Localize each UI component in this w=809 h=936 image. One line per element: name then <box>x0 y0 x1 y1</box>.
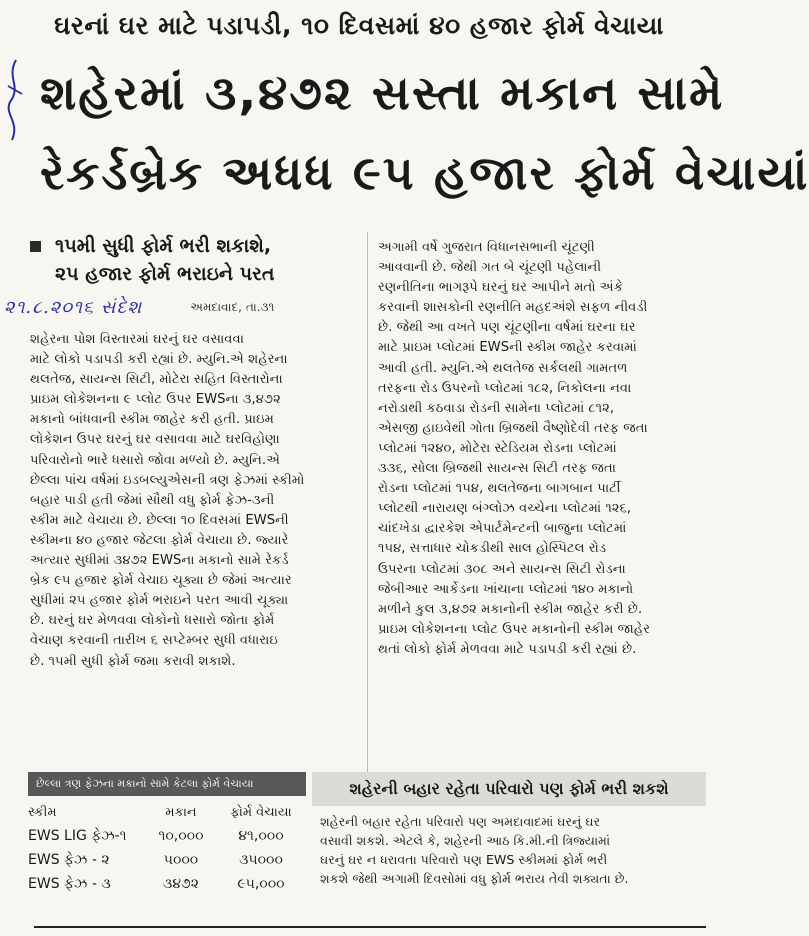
sidebar-line: વસાવી શકશે. એટલે કે, શહેરની આઠ કિ.મી.ની ત્રિજ્યામાં <box>320 833 611 848</box>
body-line: અત્યાર સુધીમાં ૩૪૭૨ EWSના મકાનો સામે રેકર્ડ <box>30 553 289 569</box>
bottom-rule <box>34 926 706 928</box>
sidebar-story <box>312 772 706 896</box>
body-line: સ્કીમના ૪૦ હજાર જેટલા ફોર્મ વેચાયા છે. જ્યારે <box>30 532 289 548</box>
body-line: મળીને કુલ ૩,૪૭૨ મકાનોની સ્કીમ જાહેર કરી છે. <box>378 601 643 617</box>
table-cell: ૯૫,૦૦૦ <box>237 876 285 892</box>
table-header-cell: ફોર્મ વેચાયા <box>230 804 292 820</box>
bullet-square-icon <box>30 241 41 252</box>
subheading-text-1: ૧૫મી સુધી ફોર્મ ભરી શકાશે, <box>55 235 272 257</box>
table-cell: ૪૧,૦૦૦ <box>238 828 284 844</box>
subheading-text-2: ૨૫ હજાર ફોર્મ ભરાઇને પરત <box>55 263 275 285</box>
sidebar-line: શહેરની બહાર રહેતા પરિવારો પણ અમદાવાદમાં ઘરનું ઘર <box>320 814 601 829</box>
body-line: માટે પ્રાઇમ પ્લોટમાં EWSની સ્કીમ જાહેર કરવામાં <box>378 340 637 356</box>
place-date-line: અમદાવાદ, તા.૩૧ <box>190 299 275 314</box>
body-line: જેબીઆર આર્કેડના ખાંચાના પ્લોટમાં ૧૪૦ મકાનો <box>378 581 634 597</box>
sidebar-line: ઘરનું ઘર ન ધરાવતા પરિવારો પણ EWS સ્કીમમાં ફોર્મ ભરી <box>320 852 608 867</box>
body-column-right <box>378 238 706 660</box>
table-cell: EWS ફેઝ - ૩ <box>28 876 111 892</box>
kicker-headline: ઘરનાં ઘર માટે પડાપડી, ૧૦ દિવસમાં ૪૦ હજાર ફોર્મ વેચાયા <box>54 11 664 40</box>
table-cell: ૫૦૦૦ <box>163 852 199 868</box>
body-line: પ્રાઇમ લોકેશનના પ્લોટ ઉપર મકાનોની સ્કીમ જાહેર <box>378 621 651 637</box>
body-line: છે. ૧૫મી સુધી ફોર્મ જમા કરાવી શકાશે. <box>30 653 236 669</box>
subheading-line-2 <box>30 260 360 288</box>
body-line: થલતેજ, સાયન્સ સિટી, મોટેરા સહિત વિસ્તારોના <box>30 372 283 388</box>
body-line: અગામી વર્ષે ગુજરાત વિધાનસભાની ચૂંટણી <box>378 240 595 255</box>
body-line: થતાં લોકો ફોર્મ મેળવવા માટે પડાપડી કરી રહ્યાં છે. <box>378 641 637 657</box>
body-line: મકાનો બાંધવાની સ્કીમ જાહેર કરી હતી. પ્રાઇમ <box>30 412 274 428</box>
body-line: ચાંદખેડા દ્વારકેશ એપાર્ટમેન્ટની બાજુના પ્લોટમાં <box>378 521 627 537</box>
table-cell: EWS ફેઝ - ૨ <box>28 852 110 868</box>
body-line: પ્લોટમાં ૧૨૪૦, મોટેરા સ્ટેડિયમ રોડના પ્લોટમાં <box>378 440 617 456</box>
main-headline-line-1: શહેરમાં ૩,૪૭૨ સસ્તા મકાન સામે <box>40 66 725 121</box>
handwritten-date-note: ૨૧.૮.૨૦૧૬ સંદેશ <box>4 296 143 318</box>
subheading-bullets <box>30 232 360 288</box>
body-line: પ્લોટથી નારાયણ બંગ્લોઝ વચ્ચેના પ્લોટમાં ૧૨૬, <box>378 501 632 517</box>
body-line: નરોડાથી કઠવાડા રોડની સામેના પ્લોટમાં ૮૧૨, <box>378 400 615 416</box>
table-cell: ૩૪૭૨ <box>163 876 199 892</box>
sidebar-heading: શહેરની બહાર રહેતા પરિવારો પણ ફોર્મ ભરી શકશે <box>312 772 706 806</box>
body-line: કરવાની શાસકોની રણનીતિ મહદઅંશે સફળ નીવડી <box>378 300 648 316</box>
body-line: શહેરના પોશ વિસ્તારમાં ઘરનું ઘર વસાવવા <box>30 332 244 347</box>
column-divider <box>367 232 368 780</box>
main-headline-line-2: રેકર્ડબ્રેક અધધ ૯૫ હજાર ફોર્મ વેચાયાં <box>40 146 809 201</box>
body-line: ઉપરના પ્લોટમાં ૩૦૮ અને સાયન્સ સિટી રોડના <box>378 561 626 577</box>
body-line: વેચાણ કરવાની તારીખ ૬ સપ્ટેમ્બર સુધી વધારાઇ <box>30 633 278 649</box>
table-row <box>28 824 306 848</box>
body-line: લોકેશન ઉપર ઘરનું ઘર વસાવવા માટે ઘરવિહોણા <box>30 432 280 448</box>
table-banner: છેલ્લા ત્રણ ફેઝના મકાનો સામે કેટલા ફોર્મ વેચાયા <box>28 772 306 796</box>
sidebar-line: શકશે જેથી અગામી દિવસોમાં વધુ ફોર્મ ભરાય તેવી શક્યતા છે. <box>320 871 629 886</box>
table-header-cell: મકાન <box>165 804 197 820</box>
body-line: ૩૩૬, સોલા બ્રિજથી સાયન્સ સિટી તરફ જતા <box>378 461 616 477</box>
body-line: આવવાની છે. જેથી ગત બે ચૂંટણી પહેલાની <box>378 260 602 276</box>
table-header-cell: સ્કીમ <box>28 804 57 820</box>
dateline <box>4 290 334 324</box>
body-line: એસજી હાઇવેથી ગોતા બ્રિજથી વૈષ્ણોદેવી તરફ જતા <box>378 420 648 436</box>
pen-annotation-mark <box>2 56 28 146</box>
table-header-row <box>28 800 306 824</box>
body-line: ૧૫૪, સત્તાધાર ચોકડીથી સાલ હોસ્પિટલ રોડ <box>378 541 607 557</box>
subheading-line-1 <box>30 232 360 260</box>
body-line: પ્રાઇમ લોકેશનના ૯ પ્લોટ ઉપર EWSના ૩,૪૭૨ <box>30 392 281 408</box>
body-line: માટે લોકો પડાપડી કરી રહ્યાં છે. મ્યુનિ.એ શહેરના <box>30 352 288 368</box>
forms-sold-table <box>28 772 306 896</box>
table-grid <box>28 800 306 896</box>
body-line: સુધીમાં ૨૫ હજાર ફોર્મ ભરાઇને પરત આવી ચૂક્યા <box>30 593 289 609</box>
body-line: છે. ઘરનું ઘર મેળવવા લોકોનો ધસારો જોતા ફોર્મ <box>30 613 275 629</box>
table-cell: ૧૦,૦૦૦ <box>158 828 204 844</box>
body-line: તરફના રોડ ઉપરનો પ્લોટમાં ૧૮૨, નિકોલના નવા <box>378 380 632 396</box>
body-line: રોડના પ્લોટમાં ૧૫૪, થલતેજના બાગબાન પાર્ટી <box>378 481 621 497</box>
table-cell: EWS LIG ફેઝ-૧ <box>28 828 127 844</box>
table-row <box>28 848 306 872</box>
body-line: રણનીતિના ભાગરૂપે ઘરનું ઘર આપીને મતો અંકે <box>378 280 624 296</box>
body-line: બહાર પાડી હતી જેમાં સૌથી વધુ ફોર્મ ફેઝ-૩ની <box>30 492 275 508</box>
table-cell: ૩૫૦૦૦ <box>239 852 283 868</box>
body-line: છે. જેથી આ વખતે પણ ચૂંટણીના વર્ષમાં ઘરના ઘર <box>378 320 636 336</box>
body-line: સ્કીમ માટે વેચાયા છે. છેલ્લા ૧૦ દિવસમાં EWSની <box>30 512 289 528</box>
body-line: બ્રેક ૯૫ હજાર ફોર્મ વેચાઇ ચૂક્યા છે જેમાં અત્યાર <box>30 573 292 589</box>
body-line: આવી હતી. મ્યુનિ.એ થલતેજ સર્કલથી ગામતળ <box>378 360 628 376</box>
table-row <box>28 872 306 896</box>
sidebar-body <box>312 812 706 888</box>
body-line: છેલ્લા પાંચ વર્ષમાં ઇડબલ્યુએસની ત્રણ ફેઝમાં સ્કીમો <box>30 472 305 488</box>
body-column-left <box>30 330 355 672</box>
body-line: પરિવારોનો ભારે ધસારો જોવા મળ્યો છે. મ્યુનિ.એ <box>30 452 281 468</box>
